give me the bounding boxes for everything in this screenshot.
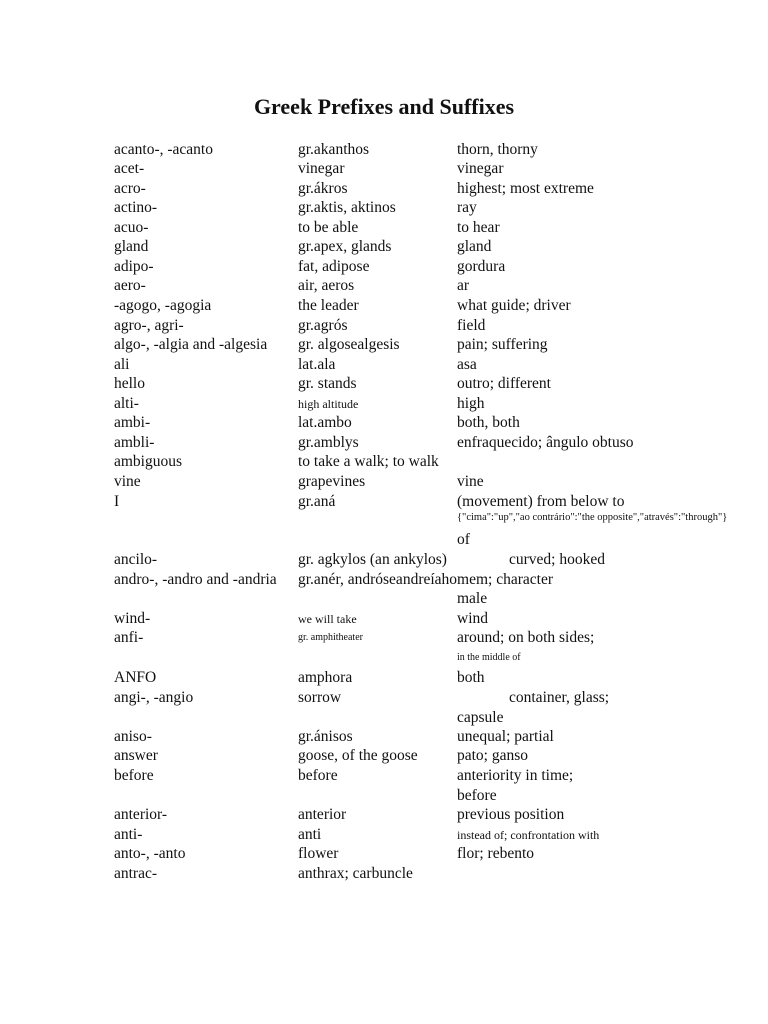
origin-cell: lat.ala	[298, 356, 336, 373]
meaning-cell: gland	[457, 238, 492, 255]
origin-cell: gr.agrós	[298, 317, 348, 334]
origin-cell: air, aeros	[298, 277, 355, 294]
meaning-cell: pain; suffering	[457, 336, 548, 353]
term-cell: wind-	[114, 610, 151, 627]
term-cell: ali	[114, 356, 130, 373]
meaning-cell: before	[457, 787, 497, 804]
meaning-cell: field	[457, 317, 486, 334]
term-cell: antrac-	[114, 865, 158, 882]
term-cell: ambli-	[114, 434, 155, 451]
table-row	[0, 589, 768, 609]
term-cell: acro-	[114, 180, 146, 197]
term-cell: -agogo, -agogia	[114, 297, 212, 314]
table-row	[0, 530, 768, 550]
table-row	[0, 179, 768, 199]
term-cell: alti-	[114, 395, 139, 412]
meaning-cell: vine	[457, 473, 484, 490]
origin-cell: gr.amblys	[298, 434, 359, 451]
meaning-cell: enfraquecido; ângulo obtuso	[457, 434, 634, 451]
table-row	[0, 433, 768, 453]
table-row	[0, 668, 768, 688]
meaning-cell: asa	[457, 356, 477, 373]
table-row	[0, 394, 768, 414]
origin-cell: lat.ambo	[298, 414, 352, 431]
term-cell: vine	[114, 473, 141, 490]
term-cell: acanto-, -acanto	[114, 141, 213, 158]
origin-cell: gr.anér, andróseandreíahomem; character	[298, 571, 553, 588]
table-row	[0, 276, 768, 296]
meaning-cell: pato; ganso	[457, 747, 529, 764]
origin-cell: amphora	[298, 669, 353, 686]
meaning-cell: ar	[457, 277, 470, 294]
meaning-cell: to hear	[457, 219, 500, 236]
origin-cell: gr.apex, glands	[298, 238, 392, 255]
meaning-cell: both, both	[457, 414, 520, 431]
term-cell: acet-	[114, 160, 145, 177]
term-cell: ambiguous	[114, 453, 183, 470]
table-row	[0, 355, 768, 375]
origin-cell: gr. amphitheater	[298, 632, 363, 643]
term-cell: algo-, -algia and -algesia	[114, 336, 268, 353]
table-row	[0, 550, 768, 570]
meaning-cell: {"cima":"up","ao contrário":"the opposite","através":"through"}	[457, 512, 728, 523]
origin-cell: goose, of the goose	[298, 747, 418, 764]
origin-cell: fat, adipose	[298, 258, 370, 275]
table-row	[0, 511, 768, 531]
term-cell: answer	[114, 747, 158, 764]
meaning-cell: in the middle of	[457, 652, 521, 663]
table-row	[0, 628, 768, 648]
table-row	[0, 805, 768, 825]
term-cell: angi-, -angio	[114, 689, 194, 706]
term-cell: I	[114, 493, 120, 510]
origin-cell: gr.aná	[298, 493, 336, 510]
table-row	[0, 727, 768, 747]
table-row	[0, 609, 768, 629]
meaning-cell: outro; different	[457, 375, 551, 392]
table-row	[0, 472, 768, 492]
term-cell: agro-, agri-	[114, 317, 184, 334]
origin-cell: gr.aktis, aktinos	[298, 199, 396, 216]
table-row	[0, 374, 768, 394]
origin-cell: gr. algosealgesis	[298, 336, 400, 353]
term-cell: gland	[114, 238, 149, 255]
table-row	[0, 844, 768, 864]
page-title: Greek Prefixes and Suffixes	[253, 94, 515, 119]
meaning-cell: highest; most extreme	[457, 180, 594, 197]
meaning-cell: of	[457, 531, 470, 548]
meaning-cell: gordura	[457, 258, 506, 275]
meaning-cell: what guide; driver	[457, 297, 571, 314]
meaning-cell: around; on both sides;	[457, 629, 595, 646]
meaning-cell: previous position	[457, 806, 565, 823]
term-cell: hello	[114, 375, 145, 392]
term-cell: aero-	[114, 277, 146, 294]
table-row	[0, 413, 768, 433]
origin-cell: vinegar	[298, 160, 345, 177]
table-row	[0, 708, 768, 728]
table-row	[0, 237, 768, 257]
origin-cell: gr. stands	[298, 375, 357, 392]
origin-cell: flower	[298, 845, 339, 862]
table-row	[0, 766, 768, 786]
table-row	[0, 864, 768, 884]
table-row	[0, 648, 768, 668]
table-row	[0, 492, 768, 512]
table-row	[0, 825, 768, 845]
term-cell: anfi-	[114, 629, 144, 646]
term-cell: anti-	[114, 826, 143, 843]
origin-cell: high altitude	[298, 397, 359, 411]
origin-cell: the leader	[298, 297, 359, 314]
origin-cell: anthrax; carbuncle	[298, 865, 413, 882]
meaning-cell: (movement) from below to	[457, 493, 625, 510]
term-cell: ambi-	[114, 414, 151, 431]
meaning-cell: container, glass;	[509, 689, 610, 706]
table-row	[0, 159, 768, 179]
meaning-cell: unequal; partial	[457, 728, 554, 745]
term-cell: acuo-	[114, 219, 149, 236]
origin-cell: to be able	[298, 219, 359, 236]
table-row	[0, 570, 768, 590]
meaning-cell: capsule	[457, 709, 504, 726]
origin-cell: anti	[298, 826, 322, 843]
term-cell: ANFO	[114, 669, 157, 686]
origin-cell: sorrow	[298, 689, 342, 706]
origin-cell: grapevines	[298, 473, 366, 490]
meaning-cell: both	[457, 669, 485, 686]
term-cell: ancilo-	[114, 551, 158, 568]
term-cell: anto-, -anto	[114, 845, 186, 862]
meaning-cell: male	[457, 590, 488, 607]
origin-cell: gr. agkylos (an ankylos)	[298, 551, 447, 568]
meaning-cell: flor; rebento	[457, 845, 535, 862]
term-cell: before	[114, 767, 154, 784]
table-row	[0, 296, 768, 316]
meaning-cell: ray	[457, 199, 477, 216]
origin-cell: gr.ánisos	[298, 728, 353, 745]
meaning-cell: high	[457, 395, 485, 412]
meaning-cell: thorn, thorny	[457, 141, 538, 158]
meaning-cell: curved; hooked	[509, 551, 605, 568]
table-row	[0, 688, 768, 708]
origin-cell: anterior	[298, 806, 347, 823]
term-cell: aniso-	[114, 728, 152, 745]
table-row	[0, 316, 768, 336]
table-row	[0, 198, 768, 218]
origin-cell: before	[298, 767, 338, 784]
origin-cell: to take a walk; to walk	[298, 453, 439, 470]
meaning-cell: anteriority in time;	[457, 767, 574, 784]
table-row	[0, 335, 768, 355]
table-row	[0, 452, 768, 472]
origin-cell: gr.akanthos	[298, 141, 370, 158]
table-row	[0, 746, 768, 766]
meaning-cell: wind	[457, 610, 488, 627]
table-row	[0, 786, 768, 806]
meaning-cell: vinegar	[457, 160, 504, 177]
meaning-cell: instead of; confrontation with	[457, 828, 600, 842]
table-row	[0, 257, 768, 277]
origin-cell: we will take	[298, 612, 357, 626]
term-cell: adipo-	[114, 258, 154, 275]
table-row	[0, 140, 768, 160]
term-cell: andro-, -andro and -andria	[114, 571, 277, 588]
table-row	[0, 218, 768, 238]
term-cell: anterior-	[114, 806, 168, 823]
term-cell: actino-	[114, 199, 158, 216]
origin-cell: gr.ákros	[298, 180, 348, 197]
